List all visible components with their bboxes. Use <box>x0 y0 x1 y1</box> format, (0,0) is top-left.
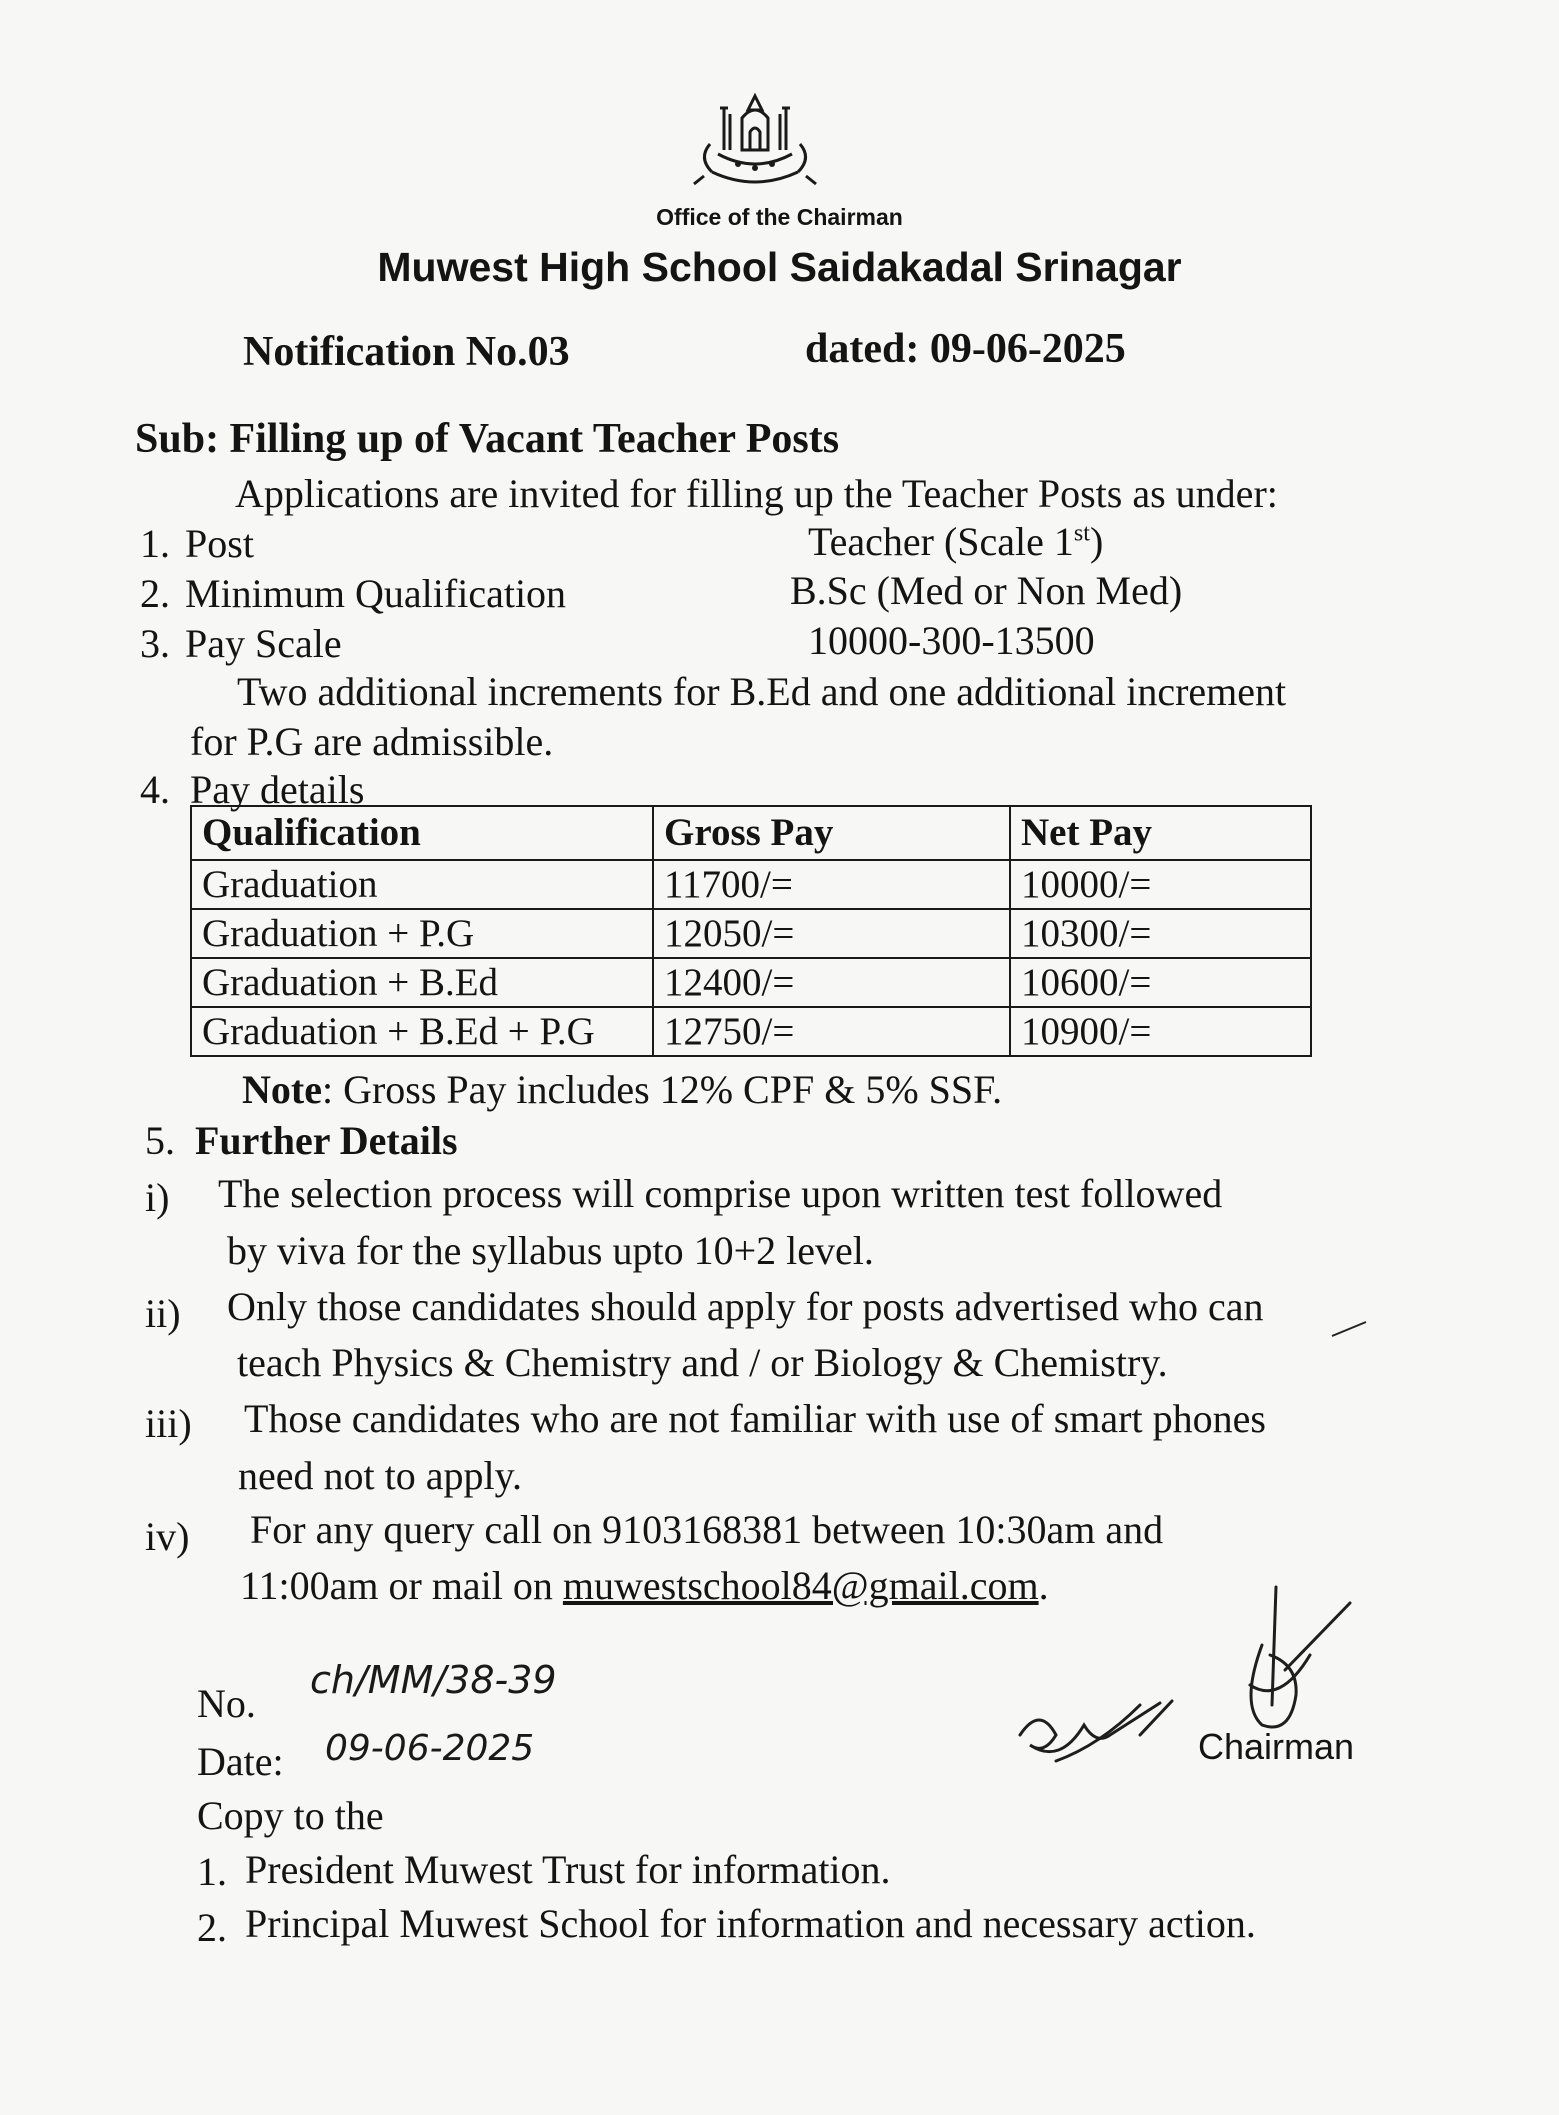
reference-number-label: No. <box>197 1681 256 1726</box>
point-number: iv) <box>145 1514 190 1559</box>
table-cell: Graduation <box>191 860 653 909</box>
item-number: 2. <box>140 571 170 616</box>
table-cell: 12750/= <box>653 1007 1010 1056</box>
signatory-title: Chairman <box>1198 1726 1355 1767</box>
point-number: i) <box>145 1175 170 1220</box>
point-number: ii) <box>145 1291 181 1336</box>
item-label-qualification: Minimum Qualification <box>185 571 567 616</box>
increment-text: for P.G are admissible. <box>190 719 554 764</box>
pay-table <box>190 805 1312 1057</box>
point-number: iii) <box>145 1401 192 1446</box>
table-row <box>191 909 1311 958</box>
subject-line: Sub: Filling up of Vacant Teacher Posts <box>135 416 840 462</box>
notification-number: Notification No.03 <box>243 329 570 375</box>
item-number: 4. <box>140 767 170 812</box>
intro-text: Applications are invited for filling up the Teacher Posts as under: <box>235 471 1278 516</box>
reference-number-handwritten: ch/MM/38-39 <box>310 1658 557 1702</box>
reference-date-label: Date: <box>197 1739 284 1784</box>
point-text: Those candidates who are not familiar with use of smart phones <box>244 1396 1266 1441</box>
table-cell: Graduation + B.Ed <box>191 958 653 1007</box>
point-text: need not to apply. <box>238 1453 523 1498</box>
point-text: teach Physics & Chemistry and / or Biology & Chemistry. <box>237 1340 1168 1385</box>
pen-mark-icon <box>1330 1318 1370 1340</box>
table-row <box>191 958 1311 1007</box>
school-name: Muwest High School Saidakadal Srinagar <box>377 244 1182 290</box>
copy-number: 1. <box>197 1849 227 1894</box>
table-row <box>191 1007 1311 1056</box>
item-label-pay-scale: Pay Scale <box>185 621 342 666</box>
email-link[interactable]: muwestschool84@gmail.com <box>562 1563 1039 1608</box>
item-value-qualification: B.Sc (Med or Non Med) <box>790 568 1183 613</box>
point-text: The selection process will comprise upon written test followed <box>218 1171 1223 1216</box>
further-details-label: Further Details <box>195 1118 458 1163</box>
column-header: Qualification <box>191 806 653 860</box>
table-cell: 12400/= <box>653 958 1010 1007</box>
pay-note: Note: Gross Pay includes 12% CPF & 5% SSF. <box>242 1067 1003 1112</box>
table-row <box>191 860 1311 909</box>
copy-number: 2. <box>197 1905 227 1950</box>
point-text: Only those candidates should apply for posts advertised who can <box>227 1284 1264 1329</box>
table-cell: 10600/= <box>1010 958 1311 1007</box>
copy-to-label: Copy to the <box>197 1793 384 1838</box>
pay-details-label: Pay details <box>190 767 365 812</box>
point-text: by viva for the syllabus upto 10+2 level. <box>227 1228 874 1273</box>
item-value-pay-scale: 10000-300-13500 <box>808 618 1095 663</box>
table-cell: 12050/= <box>653 909 1010 958</box>
increment-text: Two additional increments for B.Ed and one additional increment <box>237 669 1287 714</box>
table-cell: Graduation + B.Ed + P.G <box>191 1007 653 1056</box>
table-cell: 10900/= <box>1010 1007 1311 1056</box>
notification-date: dated: 09-06-2025 <box>805 326 1126 372</box>
item-number: 5. <box>145 1118 175 1163</box>
copy-recipient: Principal Muwest School for information and necessary action. <box>245 1901 1256 1946</box>
item-label-post: Post <box>185 521 254 566</box>
table-cell: 11700/= <box>653 860 1010 909</box>
table-header-row <box>191 806 1311 860</box>
column-header: Gross Pay <box>653 806 1010 860</box>
office-line: Office of the Chairman <box>656 204 903 230</box>
point-text: For any query call on 9103168381 between 10:30am and <box>250 1507 1164 1552</box>
column-header: Net Pay <box>1010 806 1311 860</box>
item-number: 1. <box>140 521 170 566</box>
table-cell: 10000/= <box>1010 860 1311 909</box>
item-value-post: Teacher (Scale 1st) <box>808 519 1104 564</box>
reference-date-handwritten: 09-06-2025 <box>325 1728 535 1769</box>
school-crest-icon <box>690 88 820 188</box>
item-number: 3. <box>140 621 170 666</box>
copy-recipient: President Muwest Trust for information. <box>245 1847 891 1892</box>
point-text: 11:00am or mail on muwestschool84@gmail.com. <box>240 1563 1049 1608</box>
table-cell: 10300/= <box>1010 909 1311 958</box>
table-cell: Graduation + P.G <box>191 909 653 958</box>
